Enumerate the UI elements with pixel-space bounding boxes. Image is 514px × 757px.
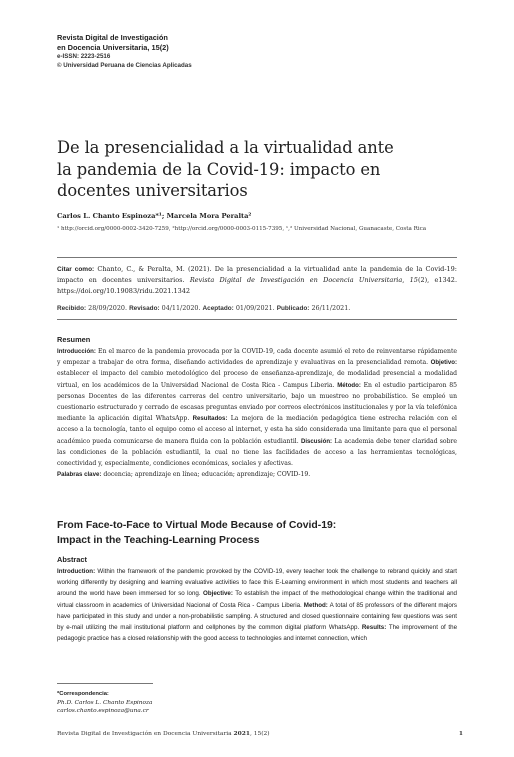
journal-issn: e-ISSN: 2223-2516 (57, 53, 111, 60)
footer-journal: Revista Digital de Investigación en Docencia Universitaria (57, 731, 234, 737)
resumen-heading: Resumen (57, 335, 91, 344)
abstract-met: A total of 85 professors of the different majors have participated in this study and under a non-probabilistic sampling. A structured and closed questionnaire containing few questions was sent by e-mail utilizing the mail institutional platform and cellphones by the common digital platform WhatsApp. (57, 601, 457, 632)
revised-date: 04/11/2020. (159, 304, 203, 312)
resumen-intro: En el marco de la pandemia provocada por la COVID-19, cada docente asumió el reto de reinventarse rápidamente y empezar a trabajar de otra forma, diseñando actividades de aprendizaje y evaluativas en la presencialidad remota. (57, 348, 457, 367)
author-list: Carlos L. Chanto Espinoza*¹; Marcela Mora Peralta² (57, 212, 252, 220)
abstract-intro-label: Introduction: (57, 568, 96, 575)
keywords-label: Palabras clave: (57, 471, 102, 479)
abstract-res-label: Results: (361, 624, 387, 632)
correspondence-note (57, 690, 257, 716)
citation-doi[interactable]: (2), e1342. https://doi.org/10.19083/ridu.2021.1342 (57, 276, 458, 295)
keywords: docencia; aprendizaje en línea; educación; aprendizaje; COVID-19. (101, 471, 311, 479)
abstract-obj: To establish the impact of the methodological change within the traditional and virtual classroom in academics of Universidad Nacional of Costa Rica - Campus Liberia. (57, 590, 457, 609)
accepted-date: 01/09/2021. (233, 304, 277, 312)
author-affiliations: ¹ http://orcid.org/0000-0002-3420-7259, ²http://orcid.org/0000-0003-0115-7395, ¹,² Universidad Nacional, Guanacaste, Costa Rica (57, 226, 427, 232)
published-label: Publicado: (276, 305, 310, 312)
abstract-body (57, 566, 457, 644)
received-label: Recibido: (57, 305, 87, 312)
citation-label: Citar como: (57, 266, 95, 273)
abstract-res: The improvement of the pedagogic practice has a closed relationship with the good access to technologies and internet connection, which (57, 624, 458, 643)
journal-name-line1: Revista Digital de Investigación (57, 33, 168, 42)
page-footer (57, 730, 463, 737)
abstract-intro: Within the framework of the pandemic provoked by the COVID-19, every teacher took the challenge to rebrand quickly and start working differently by designing and learning evaluative activities to face this E-Learning environment in which most students and teachers all around the world have been immersed for so long. (57, 568, 457, 598)
correspondence-email[interactable]: carlos.chanto.espinoza@una.cr (57, 708, 149, 715)
english-title-line1: From Face-to-Face to Virtual Mode Because of Covid-19: (57, 520, 337, 531)
abstract-heading: Abstract (57, 555, 87, 564)
resumen-obj-label: Objetivo: (430, 359, 457, 367)
revised-label: Revisado: (129, 305, 160, 312)
article-title (57, 137, 457, 202)
page-number: 1 (458, 730, 463, 737)
title-line1: De la presencialidad a la virtualidad ante (57, 138, 394, 157)
citation-block (57, 264, 457, 296)
article-dates (57, 304, 457, 312)
received-date: 28/09/2020. (86, 304, 130, 312)
correspondence-label: *Correspondencia: (57, 691, 109, 697)
divider-top (57, 257, 457, 258)
resumen-obj: establecer el impacto del cambio metodológico del proceso de enseñanza-aprendizaje, de modalidad presencial a modalidad virtual, en los académicos de la Universidad Nacional de Costa Rica - Campus Liberia. (57, 370, 457, 389)
journal-name-line2: en Docencia Universitaria, 15(2) (57, 42, 169, 52)
correspondence-name: Ph.D. Carlos L. Chanto Espinoza (57, 699, 153, 706)
resumen-intro-label: Introducción: (57, 348, 96, 355)
published-date: 26/11/2021. (309, 304, 351, 312)
citation-text: Chanto, C., & Peralta, M. (2021). De la presencialidad a la virtualidad ante la pandemia de la Covid-19: impacto en docentes universitarios. (57, 265, 457, 285)
resumen-met: En el estudio participaron 85 personas Docentes de las diferentes carreras del centro universitario, bajo un muestreo no probabilístico. Se empleó un cuestionario estructurado y cerrado de escasas preguntas enviado por correos electrónicos institucionales y por la vía telefónica mediante la aplicación digital WhatsApp. (57, 381, 457, 423)
title-line3: docentes universitarios (57, 181, 248, 200)
footnote-rule (57, 683, 153, 684)
divider-mid (57, 319, 457, 320)
resumen-res: La mejora de la mediación pedagógica tiene estrecha relación con el acceso a la tecnología, tanto el equipo como el acceso al internet, y esta ha sido considerada una limitante para que el personal académico pueda comunicarse de manera fluida con la población estudiantil. (57, 415, 457, 445)
title-line2: la pandemia de la Covid-19: impacto en (57, 159, 381, 179)
abstract-met-label: Method: (303, 601, 328, 609)
resumen-disc-label: Discusión: (300, 437, 333, 445)
accepted-label: Aceptado: (202, 305, 234, 312)
citation-journal: Revista Digital de Investigación en Docencia Universitaria, 15 (189, 276, 418, 285)
resumen-met-label: Método: (337, 381, 361, 389)
resumen-res-label: Resultados: (192, 415, 228, 423)
resumen-body (57, 346, 457, 480)
english-title-line2: Impact in the Teaching-Learning Process (57, 534, 260, 546)
journal-masthead (57, 33, 357, 70)
footer-year: 2021 (233, 730, 250, 737)
footer-issue: , 15(2) (249, 731, 270, 737)
journal-copyright: © Universidad Peruana de Ciencias Aplicadas (57, 62, 192, 69)
resumen-disc: La academia debe tener claridad sobre las condiciones de la población estudiantil, la cual no tiene las facilidades de acceso a las herramientas tecnológicas, conectividad y, especialmente, condiciones económicas, sociales y afectivas. (57, 437, 457, 468)
abstract-obj-label: Objective: (203, 590, 233, 598)
english-title (57, 519, 457, 548)
